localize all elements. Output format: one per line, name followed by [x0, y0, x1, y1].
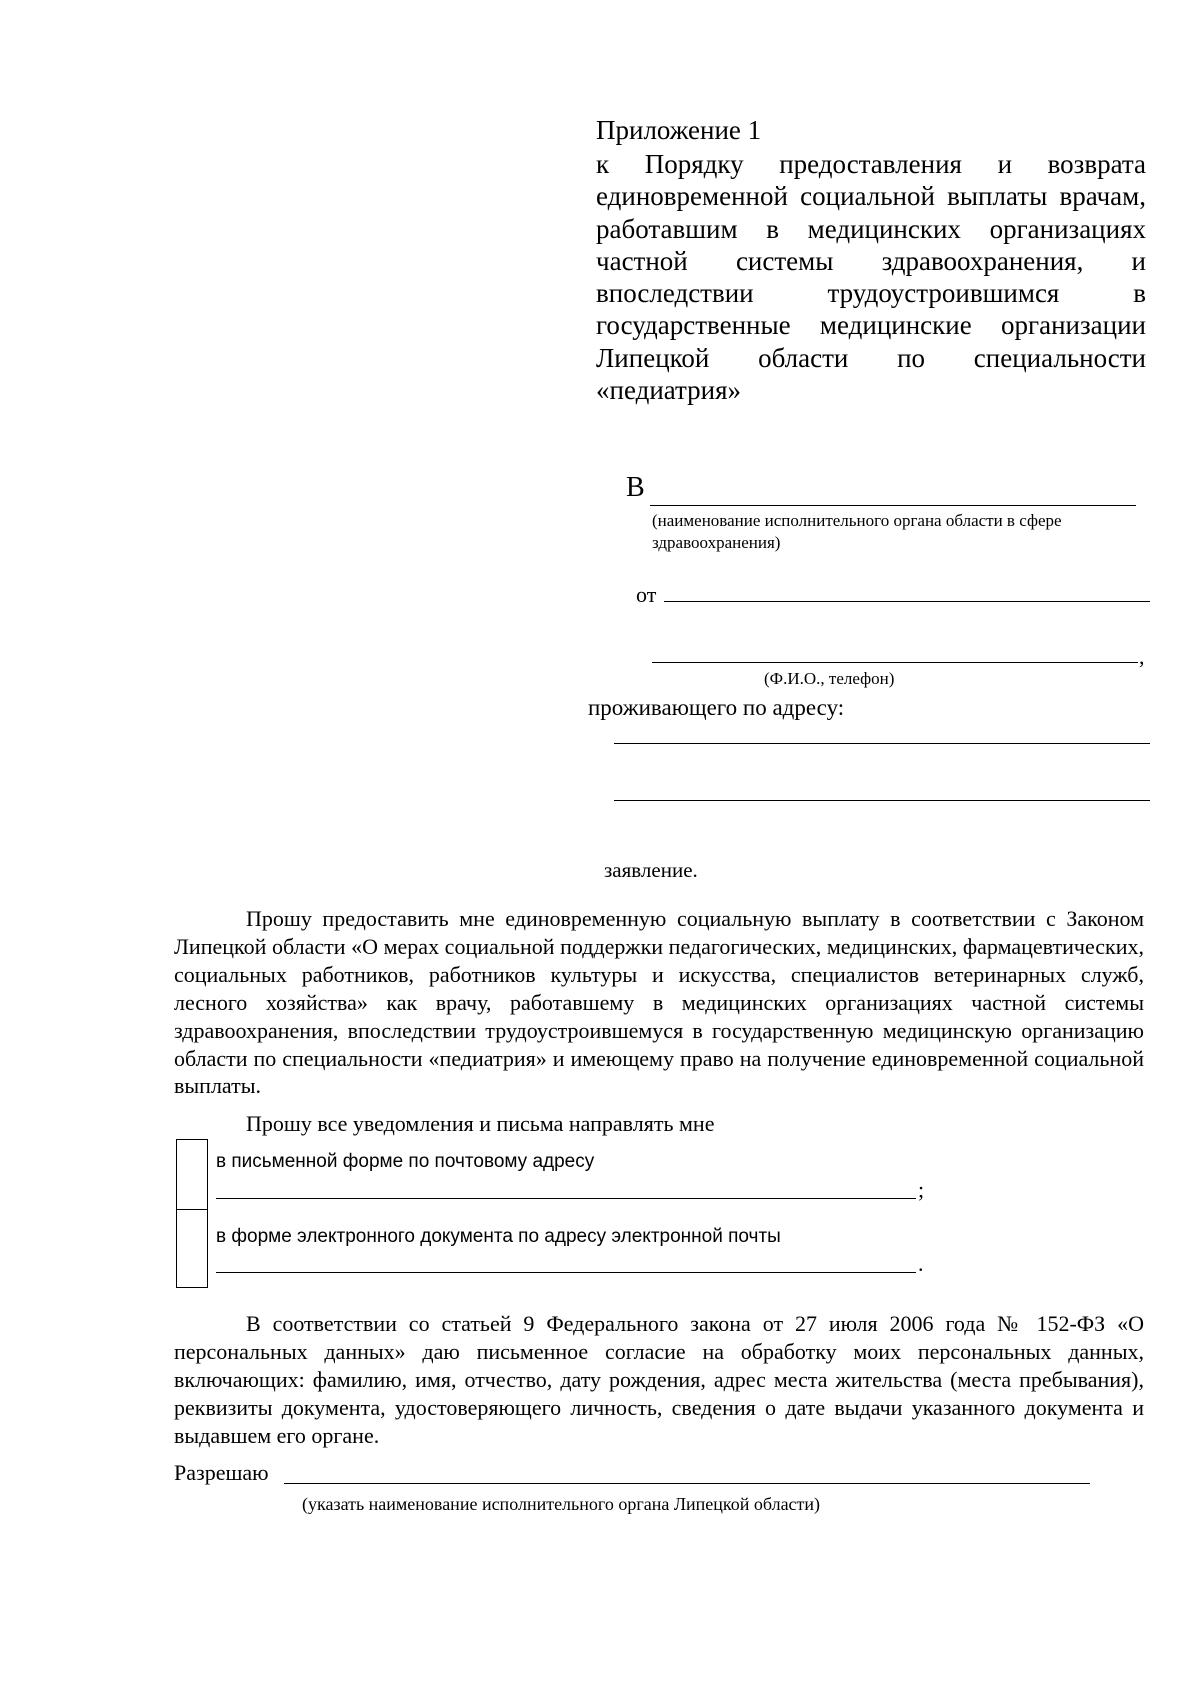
appendix-title: Приложение 1	[596, 115, 762, 145]
applicant-name-field-2[interactable]	[652, 662, 1138, 663]
statement-heading: заявление.	[604, 858, 698, 882]
address-field-1[interactable]	[614, 743, 1150, 744]
allow-caption: (указать наименование исполнительного органа Липецкой области)	[302, 1494, 821, 1514]
to-prefix: В	[626, 472, 645, 503]
postal-option-label: в письменной форме по почтовому адресу	[216, 1151, 595, 1172]
statement-paragraph-1-text: Прошу предоставить мне единовременную социальную выплату в соответствии с Законом Липецкой области «О мерах социальной поддержки педагогических, медицинских, фармацевтических, социальных работников, работников культуры и искусства, специалистов ветеринарных служб, лесного хозяйства» как врачу, работавшему в медицинских организациях частной системы здравоохранения, впоследствии трудоустроившемуся в государственную медицинскую организацию области по специальности «педиатрия» и имеющему право на получение единовременной социальной выплаты.	[174, 906, 1144, 1099]
email-address-field[interactable]	[216, 1272, 916, 1273]
consent-paragraph-text: В соответствии со статьей 9 Федерального закона от 27 июля 2006 года № 152-ФЗ «О персональных данных» даю письменное согласие на обработку моих персональных данных, включающих: фамилию, имя, отчество, дату рождения, адрес места жительства (места пребывания), реквизиты документа, удостоверяющего личность, сведения о дате выдачи указанного документа и выдавшем его органе.	[174, 1311, 1144, 1448]
allow-label: Разрешаю	[174, 1460, 269, 1485]
postal-address-field[interactable]	[216, 1198, 916, 1199]
recipient-authority-field[interactable]	[650, 505, 1136, 506]
appendix-text: к Порядку предоставления и возврата единовременной социальной выплаты врачам, работавшим в медицинских организациях частной системы здравоохранения, и впоследствии трудоустроившимся в государственные медицинские организации Липецкой области по специальности «педиатрия»	[596, 149, 1146, 406]
postal-option-end: ;	[918, 1177, 925, 1202]
email-option-label: в форме электронного документа по адресу электронной почты	[216, 1226, 781, 1247]
applicant-name-field[interactable]	[664, 601, 1150, 602]
recipient-authority-caption: (наименование исполнительного органа области в сфере здравоохранения)	[652, 511, 1062, 552]
fio-caption: (Ф.И.О., телефон)	[764, 669, 895, 688]
postal-option-checkbox[interactable]	[176, 1139, 208, 1211]
from-prefix: от	[636, 582, 657, 607]
residing-address-label: проживающего по адресу:	[588, 695, 845, 720]
consent-paragraph	[174, 1310, 1144, 1450]
authority-name-field[interactable]	[284, 1483, 1090, 1484]
fio-comma: ,	[1139, 644, 1145, 669]
email-option-end: .	[918, 1251, 924, 1276]
statement-paragraph-1	[174, 905, 1144, 1100]
email-option-checkbox[interactable]	[176, 1209, 208, 1288]
notification-intro: Прошу все уведомления и письма направлять мне	[246, 1111, 715, 1136]
address-field-2[interactable]	[614, 800, 1150, 801]
